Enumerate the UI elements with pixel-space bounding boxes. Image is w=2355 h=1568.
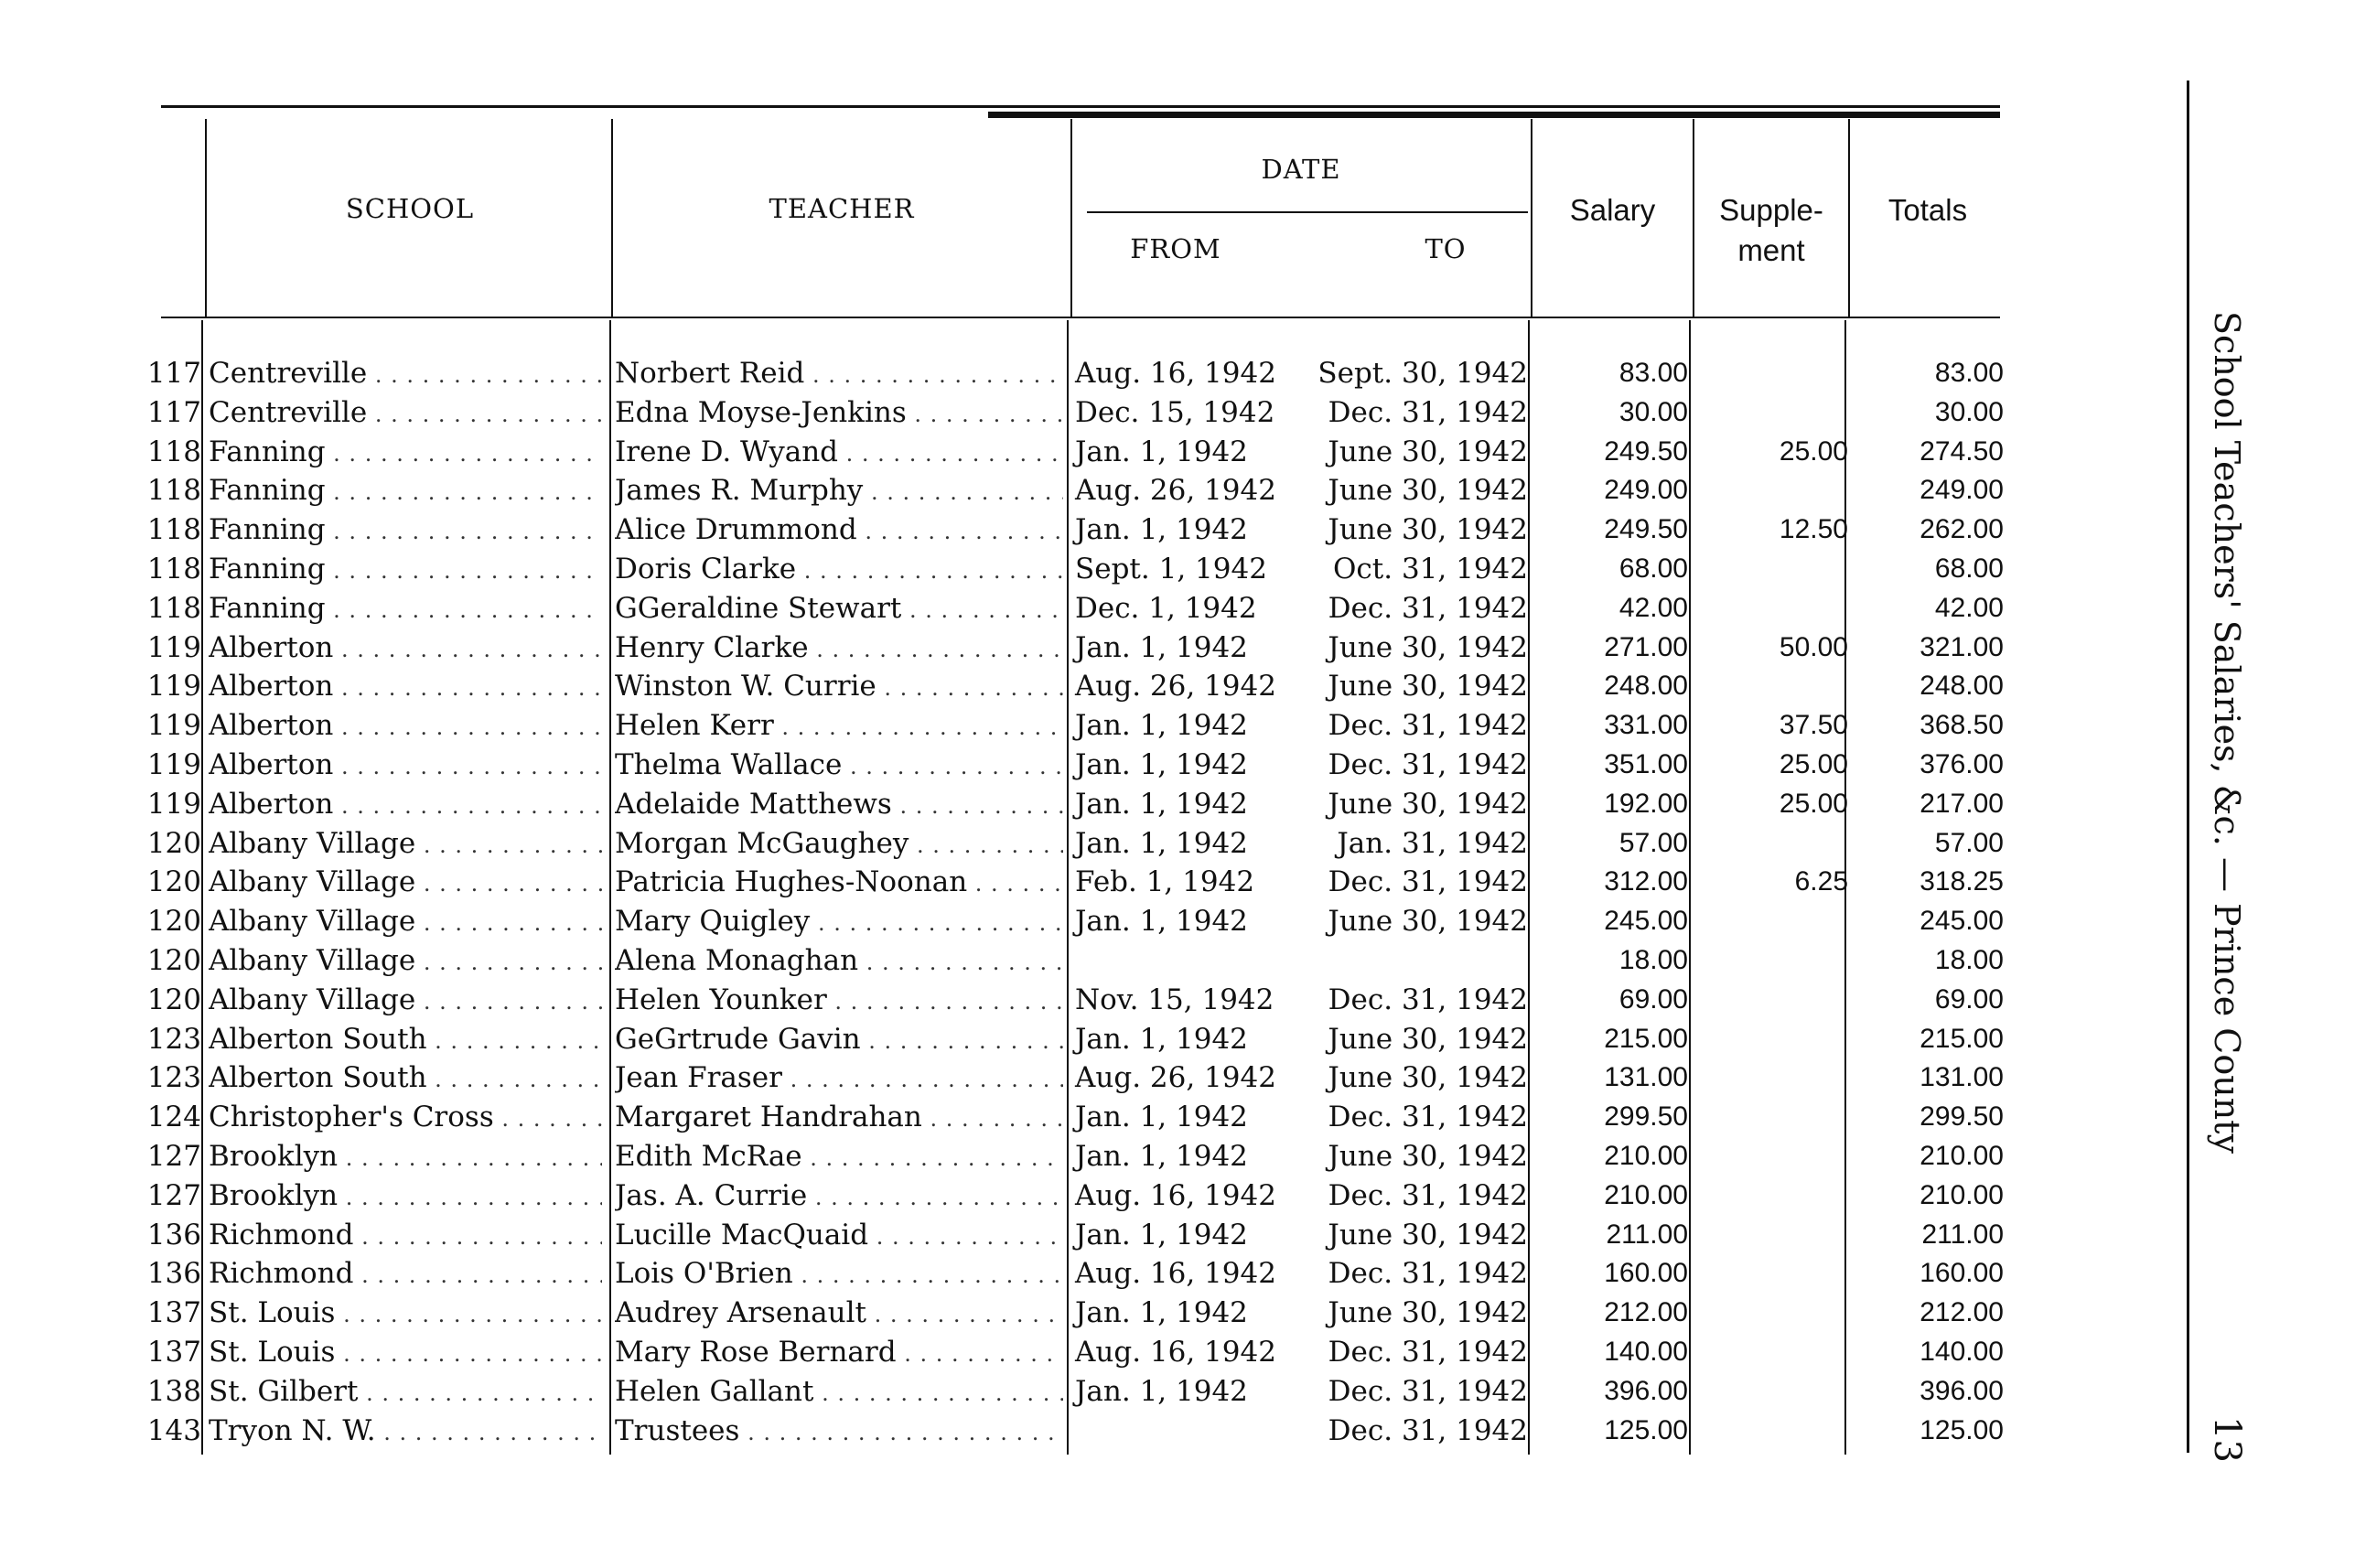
table-row [0,510,2104,549]
date-from: Aug. 26, 1942 [1075,670,1276,703]
table-row [0,628,2104,667]
table-row [0,354,2104,392]
total-amount: 30.00 [1934,396,2004,427]
supplement-amount: 25.00 [1779,788,1848,819]
header-to: TO [1425,233,1467,264]
table-row [0,981,2104,1019]
table-row [0,393,2104,432]
total-amount: 368.50 [1919,710,2004,741]
supplement-amount: 25.00 [1779,749,1848,779]
row-number: 120 [146,905,201,939]
teacher-name: Adelaide Matthews . . . [615,785,1063,825]
salary-amount: 83.00 [1618,358,1688,388]
date-to: June 30, 1942 [1328,1296,1528,1330]
salary-amount: 331.00 [1604,710,1688,741]
school-name: Centreville . . . [209,393,602,434]
salary-amount: 69.00 [1618,983,1688,1015]
salary-amount: 160.00 [1604,1258,1688,1289]
date-header-divider [1087,211,1528,213]
school-name: St. Louis . . . [209,1294,602,1334]
school-name: Albany Village . . . [209,824,602,865]
date-from: Aug. 26, 1942 [1075,474,1276,508]
row-number: 136 [146,1257,201,1291]
date-to: June 30, 1942 [1328,435,1528,468]
date-from: Jan. 1, 1942 [1075,709,1248,743]
teacher-name: Alena Monaghan . . . [615,941,1063,982]
row-number: 119 [146,630,201,664]
school-name: Brooklyn . . . [209,1137,602,1177]
date-from: Aug. 16, 1942 [1075,357,1276,390]
total-amount: 210.00 [1919,1141,2004,1171]
date-from: Jan. 1, 1942 [1075,435,1248,468]
date-from: Jan. 1, 1942 [1075,787,1248,821]
date-to: Dec. 31, 1942 [1328,591,1528,625]
teacher-name: Irene D. Wyand . . . [615,433,1063,473]
row-number: 119 [146,748,201,781]
table-row [0,1098,2104,1136]
teacher-name: Mary Quigley . . . [615,902,1063,942]
teacher-name: Jean Fraser . . . [615,1058,1063,1099]
date-from: Jan. 1, 1942 [1075,630,1248,664]
page-number: 13 [2206,1416,2248,1463]
row-number: 119 [146,709,201,743]
row-number: 136 [146,1218,201,1251]
date-from: Feb. 1, 1942 [1075,865,1255,899]
date-to: June 30, 1942 [1328,1218,1528,1251]
teacher-name: Lois O'Brien . . . [615,1254,1063,1294]
teacher-name: Jas. A. Currie . . . [615,1176,1063,1217]
date-to: Oct. 31, 1942 [1333,553,1528,585]
row-number: 118 [146,553,201,585]
school-name: St. Gilbert . . . [209,1372,602,1412]
table-row [0,1058,2104,1097]
total-amount: 69.00 [1934,983,2004,1015]
header-teacher: TEACHER [769,193,915,224]
salary-amount: 192.00 [1604,788,1688,819]
row-number: 118 [146,513,201,547]
date-from: Jan. 1, 1942 [1075,1022,1248,1056]
date-to: June 30, 1942 [1328,474,1528,508]
salary-amount: 245.00 [1604,906,1688,937]
table-row [0,667,2104,705]
salary-amount: 57.00 [1618,827,1688,858]
salary-amount: 248.00 [1604,671,1688,702]
total-amount: 18.00 [1934,945,2004,975]
school-name: Richmond . . . [209,1254,602,1294]
row-number: 143 [146,1413,201,1447]
date-from: Aug. 16, 1942 [1075,1178,1276,1212]
salary-amount: 18.00 [1618,945,1688,975]
table-row [0,1333,2104,1371]
total-amount: 274.50 [1919,435,2004,467]
teacher-name: James R. Murphy . . . [615,471,1063,511]
total-amount: 321.00 [1919,631,2004,662]
date-to: Dec. 31, 1942 [1328,395,1528,429]
row-number: 137 [146,1336,201,1369]
table-row [0,785,2104,823]
total-amount: 217.00 [1919,788,2004,819]
table-row [0,550,2104,588]
teacher-name: Lucille MacQuaid . . . [615,1216,1063,1256]
table-row [0,433,2104,471]
row-number: 119 [146,787,201,821]
date-to: Dec. 31, 1942 [1328,1374,1528,1408]
row-number: 127 [146,1140,201,1173]
school-name: Fanning . . . [209,510,602,551]
school-name: Tryon N. W. . . . [209,1412,602,1452]
table-row [0,471,2104,510]
teacher-name: Margaret Handrahan . . . [615,1098,1063,1138]
header-school: SCHOOL [345,193,475,224]
teacher-name: Helen Kerr . . . [615,706,1063,746]
header-bottom-rule [161,317,2000,318]
school-name: Alberton . . . [209,706,602,746]
total-amount: 131.00 [1919,1062,2004,1093]
table-row [0,1216,2104,1254]
table-row [0,1137,2104,1176]
date-to: Jan. 31, 1942 [1337,826,1528,860]
school-name: Alberton South . . . [209,1058,602,1099]
date-to: June 30, 1942 [1328,905,1528,939]
teacher-name: Alice Drummond . . . [615,510,1063,551]
date-from: Aug. 16, 1942 [1075,1257,1276,1291]
date-to: Dec. 31, 1942 [1328,1101,1528,1134]
header-from: FROM [1130,233,1221,264]
row-number: 118 [146,474,201,508]
salary-amount: 210.00 [1604,1141,1688,1171]
table-row [0,863,2104,901]
school-name: Albany Village . . . [209,981,602,1021]
teacher-name: Henry Clarke . . . [615,628,1063,669]
school-name: Richmond . . . [209,1216,602,1256]
row-number: 120 [146,826,201,860]
table-row [0,589,2104,628]
table-row [0,1412,2104,1450]
teacher-name: Norbert Reid . . . [615,354,1063,394]
salary-amount: 215.00 [1604,1023,1688,1054]
supplement-amount: 25.00 [1779,435,1848,467]
row-number: 120 [146,983,201,1016]
total-amount: 376.00 [1919,749,2004,779]
teacher-name: Patricia Hughes-Noonan . . . [615,863,1063,903]
school-name: Christopher's Cross . . . [209,1098,602,1138]
row-number: 137 [146,1296,201,1330]
total-amount: 245.00 [1919,906,2004,937]
salary-amount: 249.50 [1604,435,1688,467]
row-number: 124 [146,1101,201,1134]
date-to: June 30, 1942 [1328,787,1528,821]
header-divider-school-left [205,119,207,317]
table-top-thick-rule [988,112,2000,118]
date-from: Dec. 15, 1942 [1075,395,1275,429]
header-salary: Salary [1569,193,1656,227]
table-row [0,941,2104,980]
supplement-amount: 12.50 [1779,514,1848,545]
date-to: June 30, 1942 [1328,1140,1528,1173]
total-amount: 299.50 [1919,1101,2004,1133]
school-name: Albany Village . . . [209,941,602,982]
date-to: June 30, 1942 [1328,513,1528,547]
teacher-name: Trustees . . . [615,1412,1063,1452]
total-amount: 215.00 [1919,1023,2004,1054]
salary-amount: 211.00 [1606,1219,1688,1250]
teacher-name: Mary Rose Bernard . . . [615,1333,1063,1373]
date-to: Dec. 31, 1942 [1328,1336,1528,1369]
table-row [0,1294,2104,1332]
date-from: Nov. 15, 1942 [1075,983,1274,1016]
header-date: DATE [1261,154,1341,185]
total-amount: 125.00 [1919,1414,2004,1445]
date-to: Dec. 31, 1942 [1328,748,1528,781]
school-name: Brooklyn . . . [209,1176,602,1217]
salary-amount: 210.00 [1604,1179,1688,1210]
teacher-name: Winston W. Currie . . . [615,667,1063,707]
supplement-amount: 37.50 [1779,710,1848,741]
school-name: Alberton . . . [209,746,602,786]
total-amount: 396.00 [1919,1375,2004,1406]
date-from: Jan. 1, 1942 [1075,1296,1248,1330]
row-number: 117 [146,395,201,429]
date-to: June 30, 1942 [1328,1061,1528,1095]
teacher-name: Helen Gallant . . . [615,1372,1063,1412]
school-name: Fanning . . . [209,589,602,629]
date-from: Aug. 26, 1942 [1075,1061,1276,1095]
salary-amount: 42.00 [1618,592,1688,623]
table-row [0,746,2104,784]
school-name: Alberton South . . . [209,1020,602,1060]
salary-amount: 249.00 [1604,475,1688,506]
date-to: Dec. 31, 1942 [1328,709,1528,743]
date-to: Dec. 31, 1942 [1328,1178,1528,1212]
table-row [0,1020,2104,1058]
date-from: Jan. 1, 1942 [1075,513,1248,547]
salary-amount: 249.50 [1604,514,1688,545]
teacher-name: GGeraldine Stewart . . . [615,589,1063,629]
date-to: Dec. 31, 1942 [1328,865,1528,899]
header-supplement-line1: Supple- [1719,193,1823,227]
salary-amount: 271.00 [1604,631,1688,662]
date-to: June 30, 1942 [1328,630,1528,664]
school-name: Alberton . . . [209,667,602,707]
date-from: Jan. 1, 1942 [1075,748,1248,781]
school-name: Fanning . . . [209,471,602,511]
page-margin-rule [2187,81,2189,1453]
row-number: 118 [146,591,201,625]
date-to: Dec. 31, 1942 [1328,1257,1528,1291]
salary-amount: 396.00 [1604,1375,1688,1406]
teacher-name: GeGrtrude Gavin . . . [615,1020,1063,1060]
total-amount: 249.00 [1919,475,2004,506]
header-totals: Totals [1887,193,1968,227]
total-amount: 57.00 [1934,827,2004,858]
total-amount: 160.00 [1919,1258,2004,1289]
header-divider-school-teacher [611,119,613,317]
running-title: School Teachers' Salaries, &c. — Prince County [2207,311,2247,1154]
school-name: Centreville . . . [209,354,602,394]
date-from: Jan. 1, 1942 [1075,1101,1248,1134]
teacher-name: Edna Moyse-Jenkins . . . [615,393,1063,434]
salary-amount: 312.00 [1604,866,1688,897]
row-number: 118 [146,435,201,468]
school-name: Albany Village . . . [209,863,602,903]
salary-amount: 212.00 [1604,1297,1688,1328]
salary-amount: 131.00 [1604,1062,1688,1093]
date-from: Aug. 16, 1942 [1075,1336,1276,1369]
supplement-amount: 50.00 [1779,631,1848,662]
school-name: Albany Village . . . [209,902,602,942]
row-number: 123 [146,1022,201,1056]
table-row [0,1254,2104,1293]
date-to: Dec. 31, 1942 [1328,1413,1528,1447]
salary-amount: 30.00 [1618,396,1688,427]
school-name: Alberton . . . [209,628,602,669]
date-from: Sept. 1, 1942 [1075,553,1267,585]
salary-amount: 140.00 [1604,1337,1688,1367]
salary-amount: 125.00 [1604,1414,1688,1445]
table-row [0,1176,2104,1215]
total-amount: 42.00 [1934,592,2004,623]
table-row [0,824,2104,863]
table-top-rule [161,105,2000,108]
date-to: June 30, 1942 [1328,670,1528,703]
teacher-name: Edith McRae . . . [615,1137,1063,1177]
school-name: St. Louis . . . [209,1333,602,1373]
header-divider-teacher-date [1070,119,1072,317]
salary-amount: 351.00 [1604,749,1688,779]
date-from: Jan. 1, 1942 [1075,1218,1248,1251]
salary-amount: 299.50 [1604,1101,1688,1133]
header-supplement-line2: ment [1737,233,1805,267]
row-number: 117 [146,357,201,390]
school-name: Fanning . . . [209,550,602,590]
total-amount: 211.00 [1921,1219,2004,1250]
date-from: Jan. 1, 1942 [1075,826,1248,860]
total-amount: 248.00 [1919,671,2004,702]
total-amount: 68.00 [1934,553,2004,584]
row-number: 127 [146,1178,201,1212]
teacher-name: Helen Younker . . . [615,981,1063,1021]
school-name: Alberton . . . [209,785,602,825]
teacher-name: Morgan McGaughey . . . [615,824,1063,865]
row-number: 120 [146,944,201,977]
teacher-name: Doris Clarke . . . [615,550,1063,590]
date-from: Jan. 1, 1942 [1075,1374,1248,1408]
date-from: Jan. 1, 1942 [1075,905,1248,939]
table-row [0,706,2104,745]
row-number: 123 [146,1061,201,1095]
date-to: June 30, 1942 [1328,1022,1528,1056]
teacher-name: Audrey Arsenault . . . [615,1294,1063,1334]
total-amount: 83.00 [1934,358,2004,388]
total-amount: 318.25 [1919,866,2004,897]
teacher-name: Thelma Wallace . . . [615,746,1063,786]
total-amount: 212.00 [1919,1297,2004,1328]
date-from: Jan. 1, 1942 [1075,1140,1248,1173]
total-amount: 210.00 [1919,1179,2004,1210]
row-number: 119 [146,670,201,703]
row-number: 138 [146,1374,201,1408]
date-from: Dec. 1, 1942 [1075,591,1257,625]
table-row [0,902,2104,940]
date-to: Dec. 31, 1942 [1328,983,1528,1016]
row-number: 120 [146,865,201,899]
total-amount: 262.00 [1919,514,2004,545]
salary-amount: 68.00 [1618,553,1688,584]
school-name: Fanning . . . [209,433,602,473]
table-row [0,1372,2104,1411]
supplement-amount: 6.25 [1794,866,1848,897]
date-to: Sept. 30, 1942 [1317,357,1528,390]
total-amount: 140.00 [1919,1337,2004,1367]
